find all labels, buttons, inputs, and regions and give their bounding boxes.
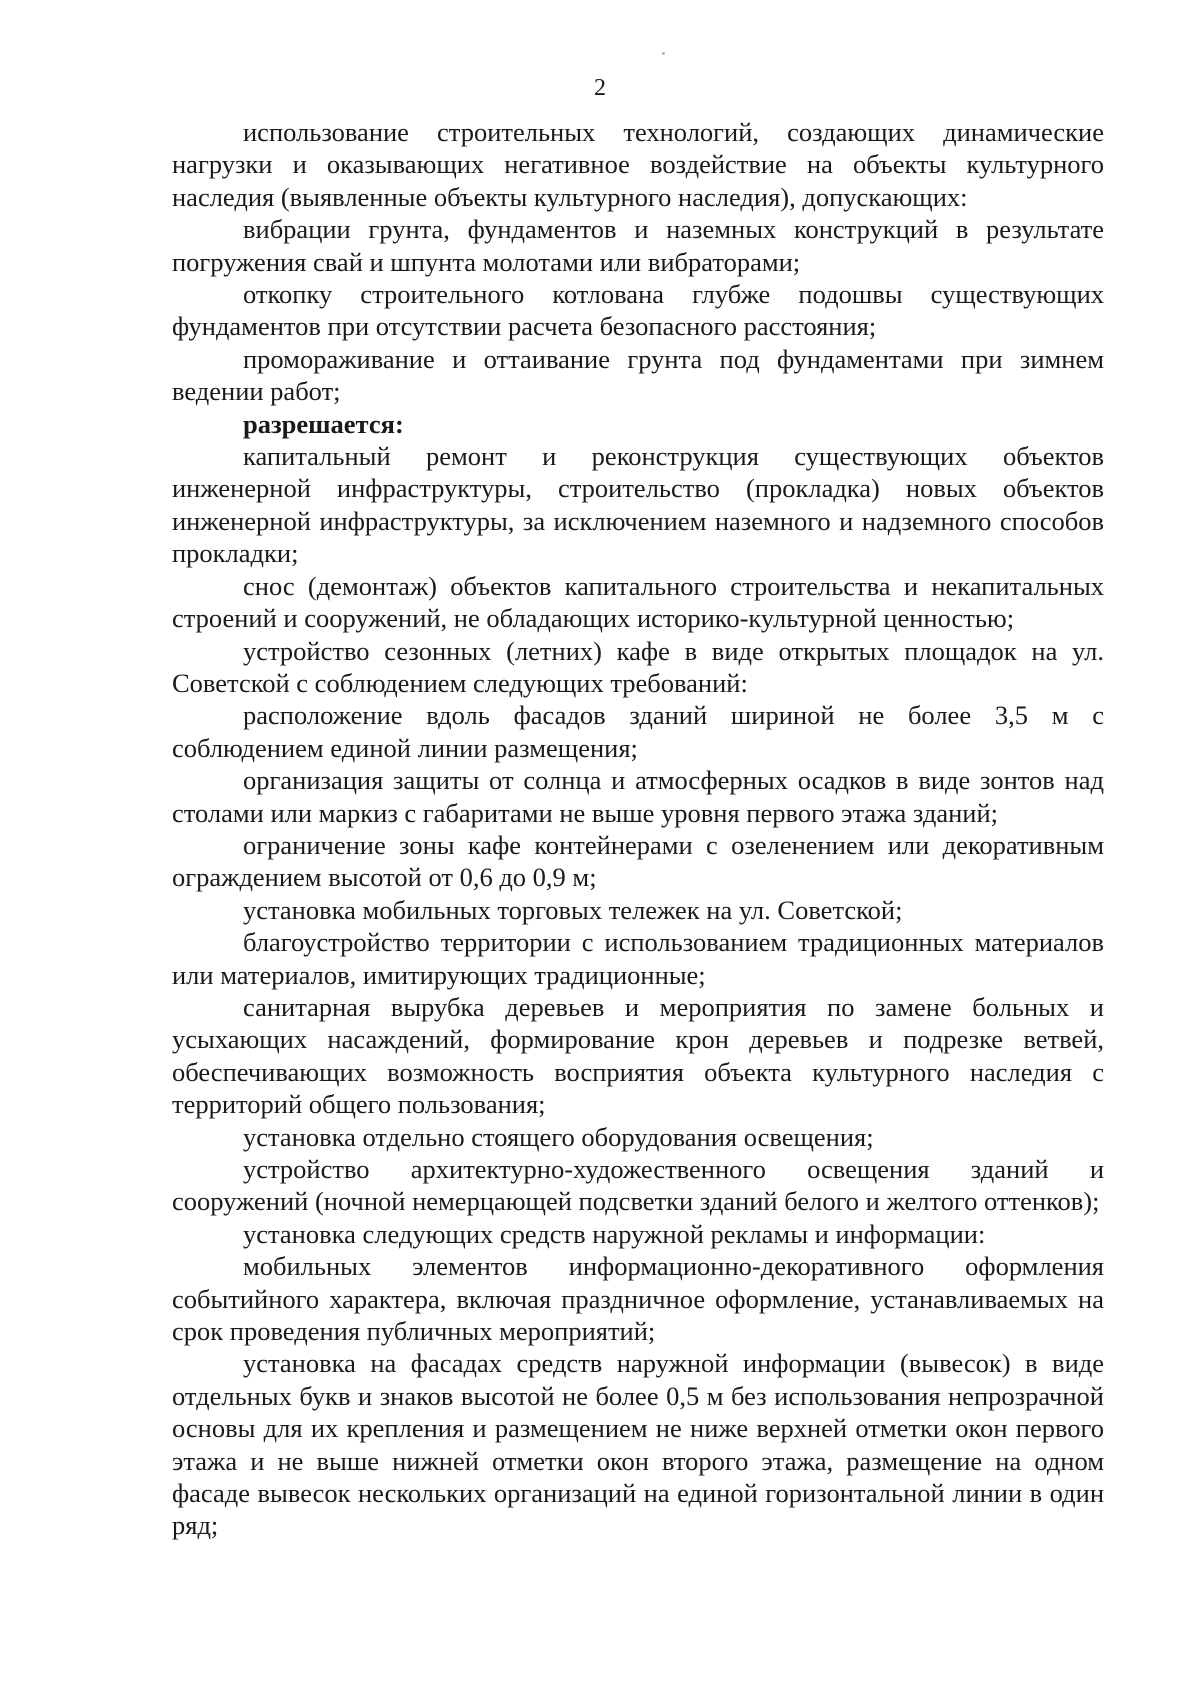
paragraph-signage: установка на фасадах средств наружной информации (вывесок) в виде отдельных букв и знаков высотой не более 0,5 м без использования непрозрачной основы для их крепления и размещением не ниже верхней отметки окон первого этажа и не выше нижней отметки окон второго этажа, размещение на одном фасаде вывесок нескольких организаций на единой горизонтальной линии в один ряд; bbox=[172, 1348, 1104, 1541]
paragraph-tree-felling: санитарная вырубка деревьев и мероприятия по замене больных и усыхающих насаждений, формирование крон деревьев и подрезке ветвей, обеспечивающих возможность восприятия объекта культурного наследия с территорий общего пользования; bbox=[172, 991, 1104, 1120]
paragraph-architectural-lighting: устройство архитектурно-художественного освещения зданий и сооружений (ночной немерцающей подсветки зданий белого и желтого оттенков); bbox=[172, 1154, 1104, 1217]
paragraph-advertising: установка следующих средств наружной рекламы и информации: bbox=[243, 1218, 986, 1249]
paragraph-demolition: снос (демонтаж) объектов капитального строительства и некапитальных строений и сооружений, не обладающих историко-культурной ценностью; bbox=[172, 570, 1104, 634]
paragraph-cafe-fencing: ограничение зоны кафе контейнерами с озеленением или декоративным ограждением высотой от 0,6 до 0,9 м; bbox=[172, 829, 1104, 893]
paragraph-sun-protection: организация защиты от солнца и атмосферных осадков в виде зонтов над столами или маркиз с габаритами не выше уровня первого этажа зданий; bbox=[172, 765, 1104, 828]
section-heading-allowed: разрешается: bbox=[243, 408, 404, 439]
paragraph-infrastructure: капитальный ремонт и реконструкция существующих объектов инженерной инфраструктуры, строительство (прокладка) новых объектов инженерной инфраструктуры, за исключением наземного и надземного способов прокладки; bbox=[172, 441, 1104, 569]
paragraph-landscaping: благоустройство территории с использованием традиционных материалов или материалов, имитирующих традиционные; bbox=[172, 927, 1104, 990]
paragraph-cafes: устройство сезонных (летних) кафе в виде открытых площадок на ул. Советской с соблюдением следующих требований: bbox=[172, 635, 1104, 698]
document-body bbox=[172, 116, 1104, 1542]
paragraph-freezing: промораживание и оттаивание грунта под фундаментами при зимнем ведении работ; bbox=[172, 343, 1104, 407]
paragraph-technologies: использование строительных технологий, создающих динамические нагрузки и оказывающих негативное воздействие на объекты культурного наследия (выявленные объекты культурного наследия), допускающих: bbox=[172, 117, 1104, 212]
paragraph-facade-placement: расположение вдоль фасадов зданий шириной не более 3,5 м с соблюдением единой линии размещения; bbox=[172, 700, 1104, 763]
paragraph-vibrations: вибрации грунта, фундаментов и наземных конструкций в результате погружения свай и шпунта молотами или вибраторами; bbox=[172, 214, 1104, 277]
paragraph-lighting-equipment: установка отдельно стоящего оборудования освещения; bbox=[243, 1121, 874, 1152]
paragraph-mobile-carts: установка мобильных торговых тележек на ул. Советской; bbox=[243, 894, 903, 925]
paragraph-mobile-decor: мобильных элементов информационно-декоративного оформления событийного характера, включая праздничное оформление, устанавливаемых на срок проведения публичных мероприятий; bbox=[172, 1251, 1104, 1347]
paragraph-excavation: откопку строительного котлована глубже подошвы существующих фундаментов при отсутствии расчета безопасного расстояния; bbox=[172, 279, 1104, 342]
page-number: 2 bbox=[594, 75, 606, 101]
scan-speck bbox=[662, 52, 665, 55]
